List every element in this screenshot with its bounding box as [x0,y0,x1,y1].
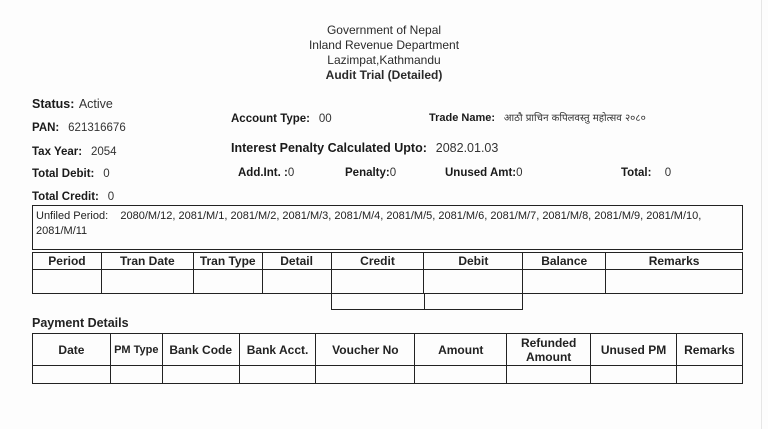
pan-field [32,118,126,136]
cell-pm-type [110,366,162,384]
account-type-label: Account Type: [231,113,311,125]
unused-amt-value: 0 [516,167,523,179]
total-credit-label: Total Credit: [32,191,99,203]
cell-tran-type [193,270,262,294]
trade-name-value: आठौ प्राचिन कपिलवस्तु महोत्सव २०८० [503,113,646,124]
col-balance: Balance [523,253,606,270]
trade-name-label: Trade Name: [429,112,496,124]
interest-upto-value: 2082.01.03 [435,141,499,155]
cell-date [33,366,111,384]
status-field [32,95,113,113]
transaction-totals-table [331,294,523,310]
header-department: Inland Revenue Department [308,38,460,52]
add-int-value: 0 [287,167,295,179]
credit-total-cell [332,294,425,309]
total-debit-label: Total Debit: [32,168,95,180]
cell-unused-pm [591,366,677,384]
unfiled-period-label: Unfiled Period: [36,210,109,222]
col-voucher-no: Voucher No [316,334,415,366]
transaction-row [33,270,743,294]
payment-table [32,333,743,384]
cell-amount [415,366,507,384]
header-address: Lazimpat,Kathmandu [327,53,441,67]
header-government: Government of Nepal [326,23,442,37]
col-credit: Credit [331,253,424,270]
payment-details-title: Payment Details [32,316,129,330]
unfiled-period-value: 2080/M/12, 2081/M/1, 2081/M/2, 2081/M/3, 2081/M/4, 2081/M/5, 2081/M/6, 2081/M/7, 2081/M/8, 2081/M/9, 2081/M/10, [120,210,702,222]
cell-balance [523,270,606,294]
col-bank-code: Bank Code [162,334,239,366]
cell-bank-code [162,366,239,384]
account-type-field [231,109,332,127]
total-credit-value: 0 [107,191,115,203]
add-int-field [238,163,294,181]
total-debit-field [32,164,110,182]
pan-label: PAN: [32,122,60,134]
total-label: Total: [621,167,652,179]
col-period: Period [33,253,102,270]
cell-bank-acct [239,366,316,384]
col-unused-pm: Unused PM [591,334,677,366]
cell-period [33,270,102,294]
unused-amt-field [445,163,523,181]
col-refunded-amount: Refunded Amount [507,334,591,366]
col-pm-type: PM Type [110,334,162,366]
col-remarks: Remarks [606,253,743,270]
col-debit: Debit [424,253,523,270]
tax-year-field [32,142,117,160]
transaction-header-row [33,253,743,270]
col-detail: Detail [262,253,331,270]
penalty-field [345,163,396,181]
cell-remarks [606,270,743,294]
cell-credit [331,270,424,294]
penalty-label: Penalty: [345,167,390,179]
trade-name-field [429,108,646,126]
tax-year-label: Tax Year: [32,146,83,158]
tax-year-value: 2054 [90,146,117,158]
cell-payment-remarks [676,366,742,384]
totals-row [332,294,523,309]
total-field [621,163,671,181]
cell-detail [262,270,331,294]
cell-refunded-amount [507,366,591,384]
unused-amt-label: Unused Amt: [445,167,517,179]
transaction-table [32,252,743,294]
interest-upto-field [231,139,498,157]
cell-debit [424,270,523,294]
pan-value: 621316676 [68,122,126,134]
payment-row [33,366,743,384]
status-label: Status: [32,97,75,111]
col-date: Date [33,334,111,366]
total-debit-value: 0 [103,168,110,180]
penalty-value: 0 [389,167,397,179]
col-bank-acct: Bank Acct. [239,334,316,366]
total-credit-field [32,187,114,205]
col-tran-type: Tran Type [193,253,262,270]
col-payment-remarks: Remarks [676,334,742,366]
add-int-label: Add.Int. : [238,167,288,179]
cell-tran-date [101,270,193,294]
unfiled-period-value-continued: 2081/M/11 [36,225,88,237]
col-amount: Amount [415,334,507,366]
status-value: Active [78,97,113,111]
debit-total-cell [424,294,522,309]
interest-upto-label: Interest Penalty Calculated Upto: [231,141,427,155]
col-tran-date: Tran Date [101,253,193,270]
total-value: 0 [664,167,672,179]
account-type-value: 00 [318,113,332,125]
payment-header-row [33,334,743,366]
unfiled-period-box [32,205,743,250]
cell-voucher-no [316,366,415,384]
report-title: Audit Trial (Detailed) [325,68,443,82]
